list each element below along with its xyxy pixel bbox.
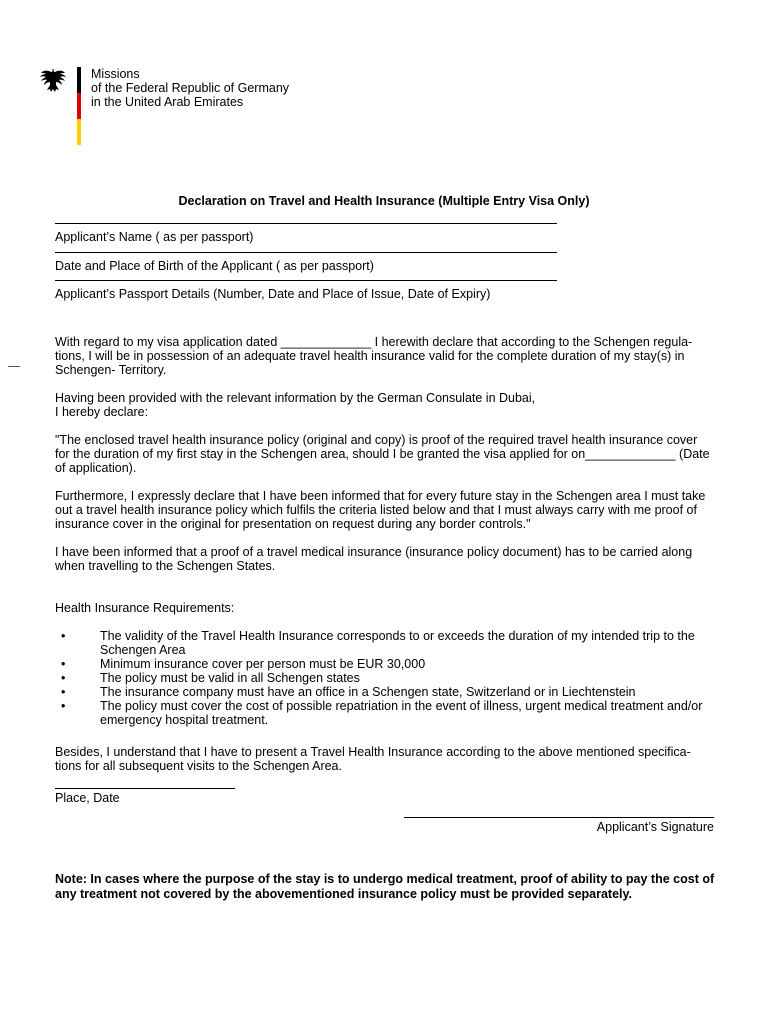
place-date-label: Place, Date [55,791,120,805]
proof-paragraph [55,545,715,573]
passport-details-field[interactable] [55,280,557,301]
place-date-field[interactable] [55,788,235,805]
paragraph: "The enclosed travel health insurance policy (original and copy) is proof of the required travel health insurance cover for the duration of my first stay in the Schengen area, should I be granted the visa applied for on_____________ (Date of application). [55,433,710,475]
flag-gold-band [77,119,81,145]
list-item-text: Minimum insurance cover per person must be EUR 30,000 [100,657,426,671]
paragraph: I hereby declare: [55,405,149,419]
birth-details-field[interactable] [55,252,557,273]
org-line: in the United Arab Emirates [91,95,244,109]
requirements-list [55,629,715,727]
declaration-paragraph [55,335,715,377]
list-item [55,671,715,685]
requirements-heading [55,601,715,615]
list-item-text: The policy must cover the cost of possible repatriation in the event of illness, urgent medical treatment and/or emergency hospital treatment. [100,699,703,727]
paragraph: Having been provided with the relevant information by the German Consulate in Dubai, [55,391,536,405]
list-item [55,657,715,671]
signature-label: Applicant’s Signature [596,820,714,834]
fill-line[interactable] [55,223,557,224]
fill-line[interactable] [55,788,235,789]
org-line: of the Federal Republic of Germany [91,81,290,95]
bullet-icon: • [61,657,66,671]
medical-treatment-note: Note: In cases where the purpose of the stay is to undergo medical treatment, proof of ability to pay the cost of any treatment not covered by the abovementioned insurance policy must be provided separately. [55,872,715,901]
flag-red-band [77,93,81,119]
signature-line[interactable] [404,817,714,818]
fill-line[interactable] [55,280,557,281]
signature-field[interactable] [404,817,714,834]
list-item-text: The validity of the Travel Health Insurance corresponds to or exceeds the duration of my intended trip to the Schengen Area [100,629,695,657]
bullet-icon: • [61,629,66,643]
organization-name [91,67,289,109]
field-label: Applicant’s Passport Details (Number, Date and Place of Issue, Date of Expiry) [55,287,491,301]
bullet-icon: • [61,671,66,685]
list-item [55,629,715,657]
bullet-icon: • [61,685,66,699]
paragraph: Furthermore, I expressly declare that I have been informed that for every future stay in the Schengen area I must take out a travel health insurance policy which fulfils the criteria listed below and that I must always carry with me proof of insurance cover in the original for presentation on request during any border controls." [55,489,706,531]
federal-eagle-icon [40,66,70,96]
field-label: Applicant’s Name ( as per passport) [55,230,254,244]
list-item [55,685,715,699]
future-stay-paragraph [55,489,715,531]
flag-stripe [77,67,81,145]
org-line: Missions [91,67,140,81]
margin-mark [8,366,20,367]
paragraph: Besides, I understand that I have to present a Travel Health Insurance according to the above mentioned specifica-tions for all subsequent visits to the Schengen Area. [55,745,691,773]
bullet-icon: • [61,699,66,713]
paragraph: With regard to my visa application dated _____________ I herewith declare that according to the Schengen regula-tions, I will be in possession of an adequate travel health insurance valid for the complete duration of my stay(s) in Schengen- Territory. [55,335,693,377]
document-title: Declaration on Travel and Health Insurance (Multiple Entry Visa Only) [178,194,590,208]
paragraph: Health Insurance Requirements: [55,601,235,615]
paragraph: I have been informed that a proof of a travel medical insurance (insurance policy document) has to be carried along when travelling to the Schengen States. [55,545,693,573]
applicant-name-field[interactable] [55,223,557,244]
closing-paragraph [55,745,715,773]
list-item [55,699,715,727]
list-item-text: The policy must be valid in all Schengen states [100,671,360,685]
flag-black-band [77,67,81,93]
consulate-paragraph [55,391,715,419]
policy-paragraph [55,433,715,475]
list-item-text: The insurance company must have an office in a Schengen state, Switzerland or in Liechtenstein [100,685,636,699]
field-label: Date and Place of Birth of the Applicant ( as per passport) [55,259,374,273]
fill-line[interactable] [55,252,557,253]
